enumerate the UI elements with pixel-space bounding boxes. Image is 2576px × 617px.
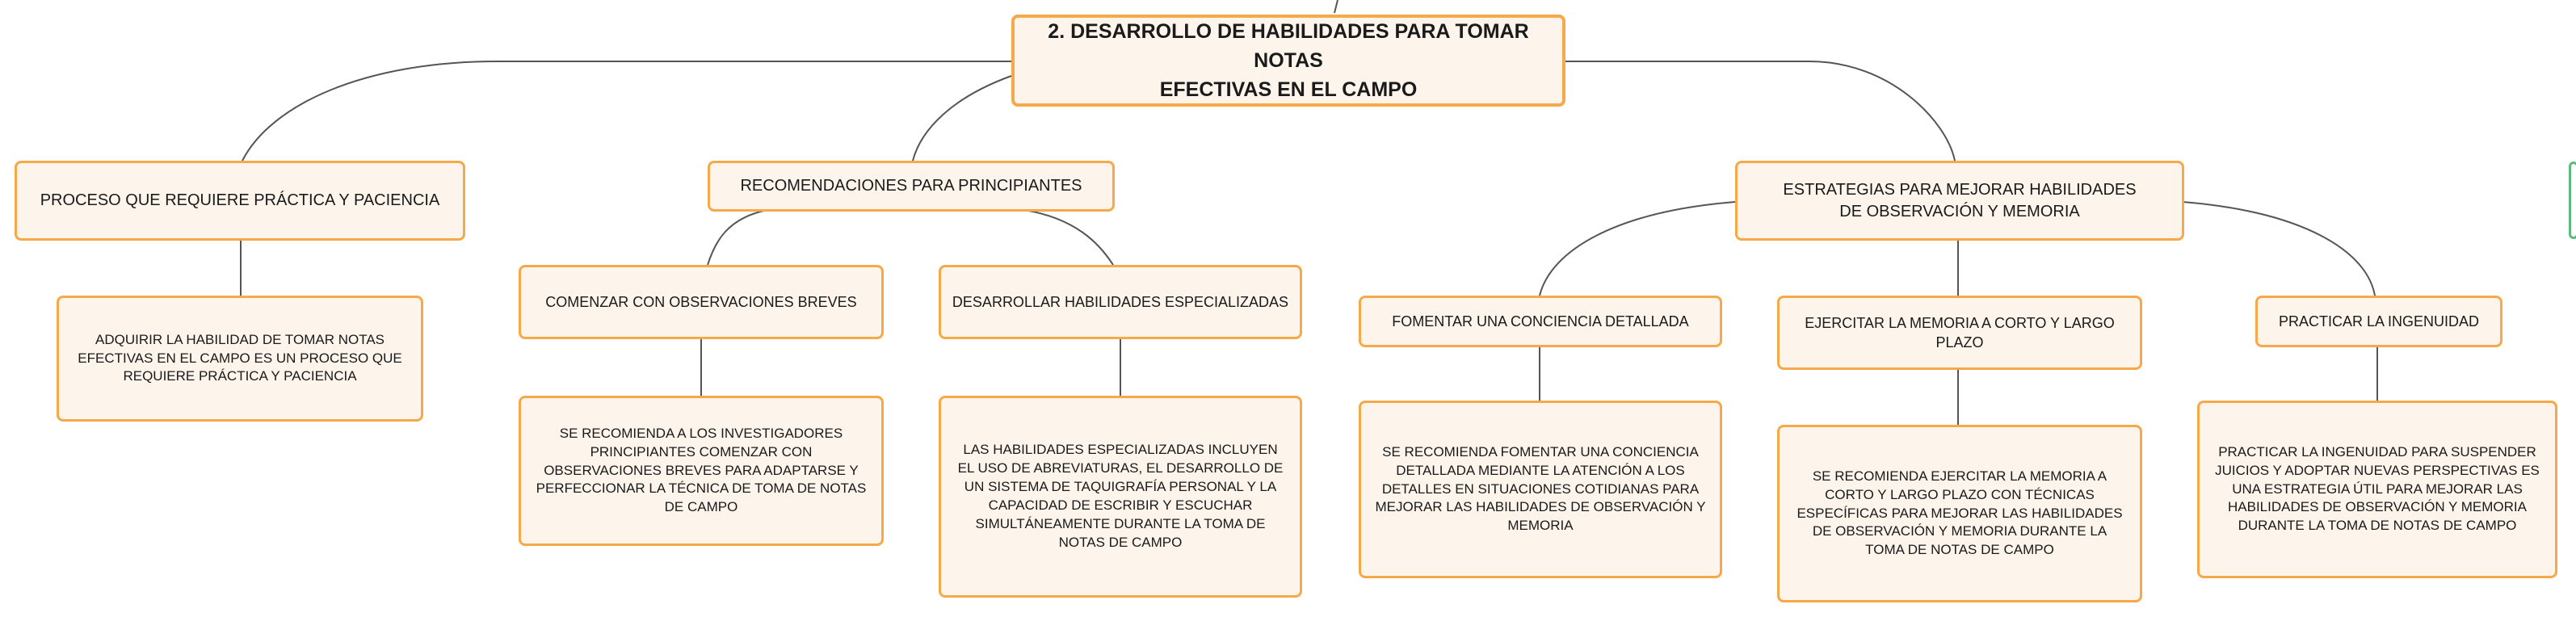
detail-memoria-plazo-text: SE RECOMIENDA EJERCITAR LA MEMORIA A CORTO Y LARGO PLAZO CON TÉCNICAS ESPECÍFICAS PARA MEJORAR LAS HABILIDADES DE OBSERVACIÓN Y MEMORIA DURANTE LA TOMA DE NOTAS DE CAMPO (1796, 468, 2123, 558)
subtopic-memoria-plazo-label: EJERCITAR LA MEMORIA A CORTO Y LARGO PLAZO (1805, 314, 2115, 350)
root-title-line1: 2. DESARROLLO DE HABILIDADES PARA TOMAR NOTAS (1048, 19, 1529, 72)
subtopic-habilidades-especializadas-label: DESARROLLAR HABILIDADES ESPECIALIZADAS (952, 293, 1289, 310)
subtopic-observaciones-breves-label: COMENZAR CON OBSERVACIONES BREVES (545, 293, 857, 310)
root-title-line2: EFECTIVAS EN EL CAMPO (1159, 78, 1418, 102)
detail-ingenuidad[interactable] (2197, 401, 2557, 578)
root-node[interactable] (1011, 15, 1565, 107)
detail-proceso[interactable] (57, 296, 423, 422)
connector-branch3-child3 (2183, 202, 2375, 296)
topic-recomendaciones-label: RECOMENDACIONES PARA PRINCIPIANTES (740, 177, 1082, 195)
connector-branch3-child1 (1540, 202, 1735, 296)
detail-habilidades-especializadas-text: LAS HABILIDADES ESPECIALIZADAS INCLUYEN EL USO DE ABREVIATURAS, EL DESARROLLO DE UN SISTEMA DE TAQUIGRAFÍA PERSONAL Y LA CAPACIDAD DE ESCRIBIR Y ESCUCHAR SIMULTÁNEAMENTE DURANTE LA TOMA DE NOTAS DE CAMPO (957, 442, 1284, 550)
topic-proceso[interactable] (15, 161, 465, 241)
detail-memoria-plazo[interactable] (1777, 425, 2142, 602)
subtopic-conciencia-detallada[interactable] (1359, 296, 1722, 347)
topic-estrategias[interactable] (1735, 161, 2184, 241)
detail-conciencia-detallada-text: SE RECOMIENDA FOMENTAR UNA CONCIENCIA DETALLADA MEDIANTE LA ATENCIÓN A LOS DETALLES EN SITUACIONES COTIDIANAS PARA MEJORAR LAS HABILIDADES DE OBSERVACIÓN Y MEMORIA (1375, 443, 1706, 534)
topic-recomendaciones[interactable] (708, 161, 1115, 212)
subtopic-conciencia-detallada-label: FOMENTAR UNA CONCIENCIA DETALLADA (1392, 313, 1689, 329)
detail-conciencia-detallada[interactable] (1359, 401, 1722, 578)
connector-branch2-child1 (708, 210, 767, 265)
offscreen-node-edge[interactable] (2569, 162, 2576, 239)
connector-root-parent (1334, 0, 1338, 13)
subtopic-ingenuidad[interactable] (2255, 296, 2502, 347)
subtopic-observaciones-breves[interactable] (519, 265, 884, 339)
connector-root-branch1 (242, 61, 1011, 161)
topic-proceso-label: PROCESO QUE REQUIERE PRÁCTICA Y PACIENCIA (40, 191, 440, 209)
connector-root-branch2 (913, 76, 1011, 161)
detail-proceso-text: ADQUIRIR LA HABILIDAD DE TOMAR NOTAS EFECTIVAS EN EL CAMPO ES UN PROCESO QUE REQUIERE PRÁCTICA Y PACIENCIA (78, 331, 402, 384)
subtopic-ingenuidad-label: PRACTICAR LA INGENUIDAD (2278, 313, 2480, 329)
detail-ingenuidad-text: PRACTICAR LA INGENUIDAD PARA SUSPENDER JUICIOS Y ADOPTAR NUEVAS PERSPECTIVAS ES UNA ESTRATEGIA ÚTIL PARA MEJORAR LAS HABILIDADES DE OBSERVACIÓN Y MEMORIA DURANTE LA TOMA DE NOTAS DE CAMPO (2215, 443, 2540, 534)
detail-habilidades-especializadas[interactable] (939, 396, 1302, 598)
connector-root-branch3 (1565, 61, 1955, 161)
detail-observaciones-breves-text: SE RECOMIENDA A LOS INVESTIGADORES PRINCIPIANTES COMENZAR CON OBSERVACIONES BREVES PARA ADAPTARSE Y PERFECCIONAR LA TÉCNICA DE TOMA DE NOTAS DE CAMPO (536, 425, 867, 515)
subtopic-habilidades-especializadas[interactable] (939, 265, 1302, 339)
subtopic-memoria-plazo[interactable] (1777, 296, 2142, 370)
connector-branch2-child2 (1024, 210, 1113, 265)
topic-estrategias-label: ESTRATEGIAS PARA MEJORAR HABILIDADES DE OBSERVACIÓN Y MEMORIA (1783, 180, 2137, 220)
detail-observaciones-breves[interactable] (519, 396, 884, 546)
